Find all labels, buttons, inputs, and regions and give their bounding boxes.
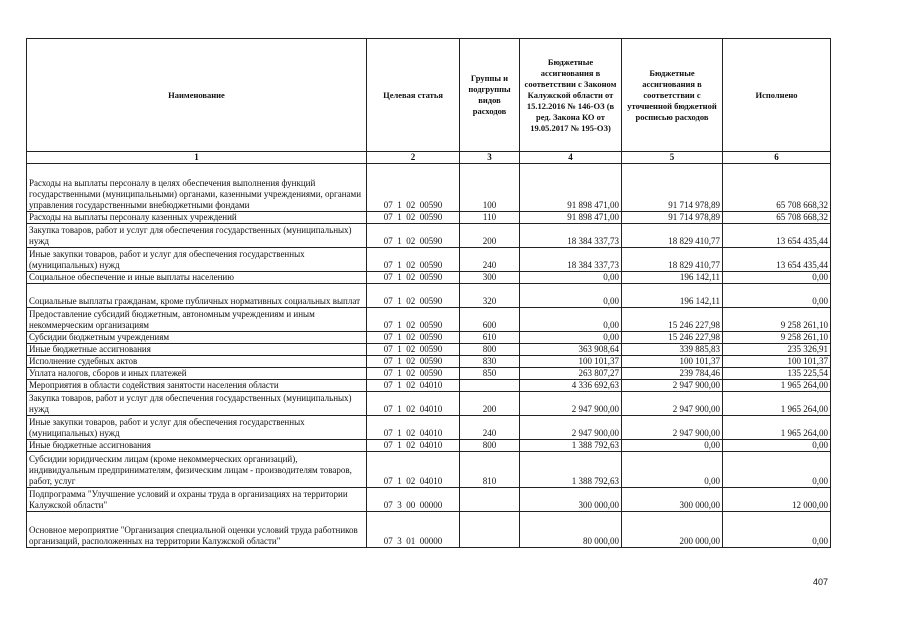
- target-article: 07 1 02 00590: [367, 368, 460, 380]
- target-article: 07 3 00 00000: [367, 488, 460, 512]
- column-number: 6: [723, 152, 831, 164]
- row-name: Социальное обеспечение и иные выплаты населению: [27, 272, 367, 284]
- row-name: Мероприятия в области содействия занятости населения области: [27, 380, 367, 392]
- target-article: 07 3 01 00000: [367, 512, 460, 548]
- assignment-law: 363 908,64: [520, 344, 622, 356]
- expense-group: 610: [460, 332, 520, 344]
- assignment-law: 300 000,00: [520, 488, 622, 512]
- table-body: [27, 164, 831, 548]
- header-expense-group: Группы и подгруппы видов расходов: [460, 39, 520, 152]
- table-row: [27, 272, 831, 284]
- assignment-law: 1 388 792,63: [520, 452, 622, 488]
- expense-group: [460, 512, 520, 548]
- expense-group: [460, 380, 520, 392]
- row-name: Социальные выплаты гражданам, кроме публичных нормативных социальных выплат: [27, 284, 367, 308]
- assignment-refined: 2 947 900,00: [622, 392, 723, 416]
- target-article: 07 1 02 00590: [367, 344, 460, 356]
- target-article: 07 1 02 04010: [367, 380, 460, 392]
- executed-amount: 9 258 261,10: [723, 332, 831, 344]
- executed-amount: 0,00: [723, 284, 831, 308]
- budget-table: [26, 38, 831, 548]
- table-row: [27, 224, 831, 248]
- assignment-refined: 0,00: [622, 452, 723, 488]
- target-article: 07 1 02 04010: [367, 440, 460, 452]
- row-name: Основное мероприятие "Организация специальной оценки условий труда работников организаций, расположенных на территории Калужской области": [27, 512, 367, 548]
- header-executed: Исполнено: [723, 39, 831, 152]
- header-name: Наименование: [27, 39, 367, 152]
- expense-group: 800: [460, 344, 520, 356]
- assignment-law: 0,00: [520, 308, 622, 332]
- table-row: [27, 512, 831, 548]
- target-article: 07 1 02 00590: [367, 164, 460, 212]
- assignment-law: 1 388 792,63: [520, 440, 622, 452]
- target-article: 07 1 02 04010: [367, 452, 460, 488]
- assignment-law: 91 898 471,00: [520, 164, 622, 212]
- target-article: 07 1 02 04010: [367, 416, 460, 440]
- expense-group: 100: [460, 164, 520, 212]
- table-row: [27, 416, 831, 440]
- expense-group: 200: [460, 392, 520, 416]
- table-row: [27, 392, 831, 416]
- table-row: [27, 248, 831, 272]
- table-row: [27, 332, 831, 344]
- target-article: 07 1 02 00590: [367, 224, 460, 248]
- row-name: Подпрограмма "Улучшение условий и охраны труда в организациях на территории Калужской области": [27, 488, 367, 512]
- table-row: [27, 488, 831, 512]
- target-article: 07 1 02 00590: [367, 356, 460, 368]
- row-name: Субсидии бюджетным учреждениям: [27, 332, 367, 344]
- target-article: 07 1 02 00590: [367, 272, 460, 284]
- executed-amount: 235 326,91: [723, 344, 831, 356]
- executed-amount: 135 225,54: [723, 368, 831, 380]
- expense-group: 200: [460, 224, 520, 248]
- assignment-refined: 15 246 227,98: [622, 308, 723, 332]
- expense-group: 320: [460, 284, 520, 308]
- executed-amount: 100 101,37: [723, 356, 831, 368]
- expense-group: 240: [460, 248, 520, 272]
- target-article: 07 1 02 00590: [367, 212, 460, 224]
- expense-group: 830: [460, 356, 520, 368]
- row-name: Расходы на выплаты персоналу казенных учреждений: [27, 212, 367, 224]
- row-name: Закупка товаров, работ и услуг для обеспечения государственных (муниципальных) нужд: [27, 224, 367, 248]
- row-name: Иные закупки товаров, работ и услуг для обеспечения государственных (муниципальных) нужд: [27, 248, 367, 272]
- assignment-refined: 15 246 227,98: [622, 332, 723, 344]
- table-row: [27, 308, 831, 332]
- table-row: [27, 440, 831, 452]
- row-name: Предоставление субсидий бюджетным, автономным учреждениям и иным некоммерческим организациям: [27, 308, 367, 332]
- row-name: Иные бюджетные ассигнования: [27, 344, 367, 356]
- column-number: 1: [27, 152, 367, 164]
- executed-amount: 1 965 264,00: [723, 392, 831, 416]
- row-name: Исполнение судебных актов: [27, 356, 367, 368]
- row-name: Расходы на выплаты персоналу в целях обеспечения выполнения функций государственными (муниципальными) органами, казенными учреждениями, органами управления государственными внебюджетными фондами: [27, 164, 367, 212]
- executed-amount: 65 708 668,32: [723, 164, 831, 212]
- assignment-law: 18 384 337,73: [520, 224, 622, 248]
- assignment-refined: 18 829 410,77: [622, 248, 723, 272]
- target-article: 07 1 02 00590: [367, 308, 460, 332]
- expense-group: 240: [460, 416, 520, 440]
- assignment-refined: 91 714 978,89: [622, 212, 723, 224]
- assignment-law: 263 807,27: [520, 368, 622, 380]
- target-article: 07 1 02 04010: [367, 392, 460, 416]
- expense-group: 800: [460, 440, 520, 452]
- executed-amount: 0,00: [723, 512, 831, 548]
- column-number: 2: [367, 152, 460, 164]
- expense-group: 810: [460, 452, 520, 488]
- assignment-law: 2 947 900,00: [520, 392, 622, 416]
- assignment-refined: 18 829 410,77: [622, 224, 723, 248]
- table-row: [27, 212, 831, 224]
- executed-amount: 12 000,00: [723, 488, 831, 512]
- executed-amount: 65 708 668,32: [723, 212, 831, 224]
- table-header: [27, 39, 831, 164]
- expense-group: 850: [460, 368, 520, 380]
- table-row: [27, 344, 831, 356]
- assignment-refined: 239 784,46: [622, 368, 723, 380]
- assignment-refined: 196 142,11: [622, 284, 723, 308]
- executed-amount: 1 965 264,00: [723, 416, 831, 440]
- executed-amount: 13 654 435,44: [723, 248, 831, 272]
- row-name: Уплата налогов, сборов и иных платежей: [27, 368, 367, 380]
- table-row: [27, 368, 831, 380]
- expense-group: 110: [460, 212, 520, 224]
- executed-amount: 0,00: [723, 452, 831, 488]
- expense-group: 300: [460, 272, 520, 284]
- executed-amount: 9 258 261,10: [723, 308, 831, 332]
- executed-amount: 0,00: [723, 440, 831, 452]
- table-row: [27, 356, 831, 368]
- assignment-refined: 300 000,00: [622, 488, 723, 512]
- header-assignments-refined: Бюджетные ассигнования в соответствии с уточненной бюджетной росписью расходов: [622, 39, 723, 152]
- assignment-refined: 196 142,11: [622, 272, 723, 284]
- row-name: Иные бюджетные ассигнования: [27, 440, 367, 452]
- assignment-law: 4 336 692,63: [520, 380, 622, 392]
- header-target-article: Целевая статья: [367, 39, 460, 152]
- assignment-refined: 2 947 900,00: [622, 380, 723, 392]
- assignment-law: 91 898 471,00: [520, 212, 622, 224]
- table-row: [27, 452, 831, 488]
- executed-amount: 1 965 264,00: [723, 380, 831, 392]
- assignment-law: 18 384 337,73: [520, 248, 622, 272]
- expense-group: [460, 488, 520, 512]
- table-row: [27, 284, 831, 308]
- assignment-refined: 91 714 978,89: [622, 164, 723, 212]
- assignment-law: 2 947 900,00: [520, 416, 622, 440]
- assignment-law: 80 000,00: [520, 512, 622, 548]
- assignment-law: 0,00: [520, 332, 622, 344]
- row-name: Иные закупки товаров, работ и услуг для обеспечения государственных (муниципальных) нужд: [27, 416, 367, 440]
- assignment-law: 0,00: [520, 272, 622, 284]
- expense-group: 600: [460, 308, 520, 332]
- target-article: 07 1 02 00590: [367, 284, 460, 308]
- assignment-law: 100 101,37: [520, 356, 622, 368]
- assignment-refined: 339 885,83: [622, 344, 723, 356]
- executed-amount: 0,00: [723, 272, 831, 284]
- assignment-refined: 200 000,00: [622, 512, 723, 548]
- column-number: 4: [520, 152, 622, 164]
- page-number: 407: [813, 577, 829, 587]
- column-number-row: [27, 152, 831, 164]
- column-number: 5: [622, 152, 723, 164]
- table-row: [27, 164, 831, 212]
- assignment-refined: 100 101,37: [622, 356, 723, 368]
- column-number: 3: [460, 152, 520, 164]
- assignment-law: 0,00: [520, 284, 622, 308]
- assignment-refined: 2 947 900,00: [622, 416, 723, 440]
- target-article: 07 1 02 00590: [367, 248, 460, 272]
- executed-amount: 13 654 435,44: [723, 224, 831, 248]
- target-article: 07 1 02 00590: [367, 332, 460, 344]
- header-row: [27, 39, 831, 152]
- row-name: Закупка товаров, работ и услуг для обеспечения государственных (муниципальных) нужд: [27, 392, 367, 416]
- table-row: [27, 380, 831, 392]
- assignment-refined: 0,00: [622, 440, 723, 452]
- row-name: Субсидии юридическим лицам (кроме некоммерческих организаций), индивидуальным предпринимателям, физическим лицам - производителям товаров, работ, услуг: [27, 452, 367, 488]
- header-assignments-law: Бюджетные ассигнования в соответствии с Законом Калужской области от 15.12.2016 № 146-ОЗ (в ред. Закона КО от 19.05.2017 № 195-ОЗ): [520, 39, 622, 152]
